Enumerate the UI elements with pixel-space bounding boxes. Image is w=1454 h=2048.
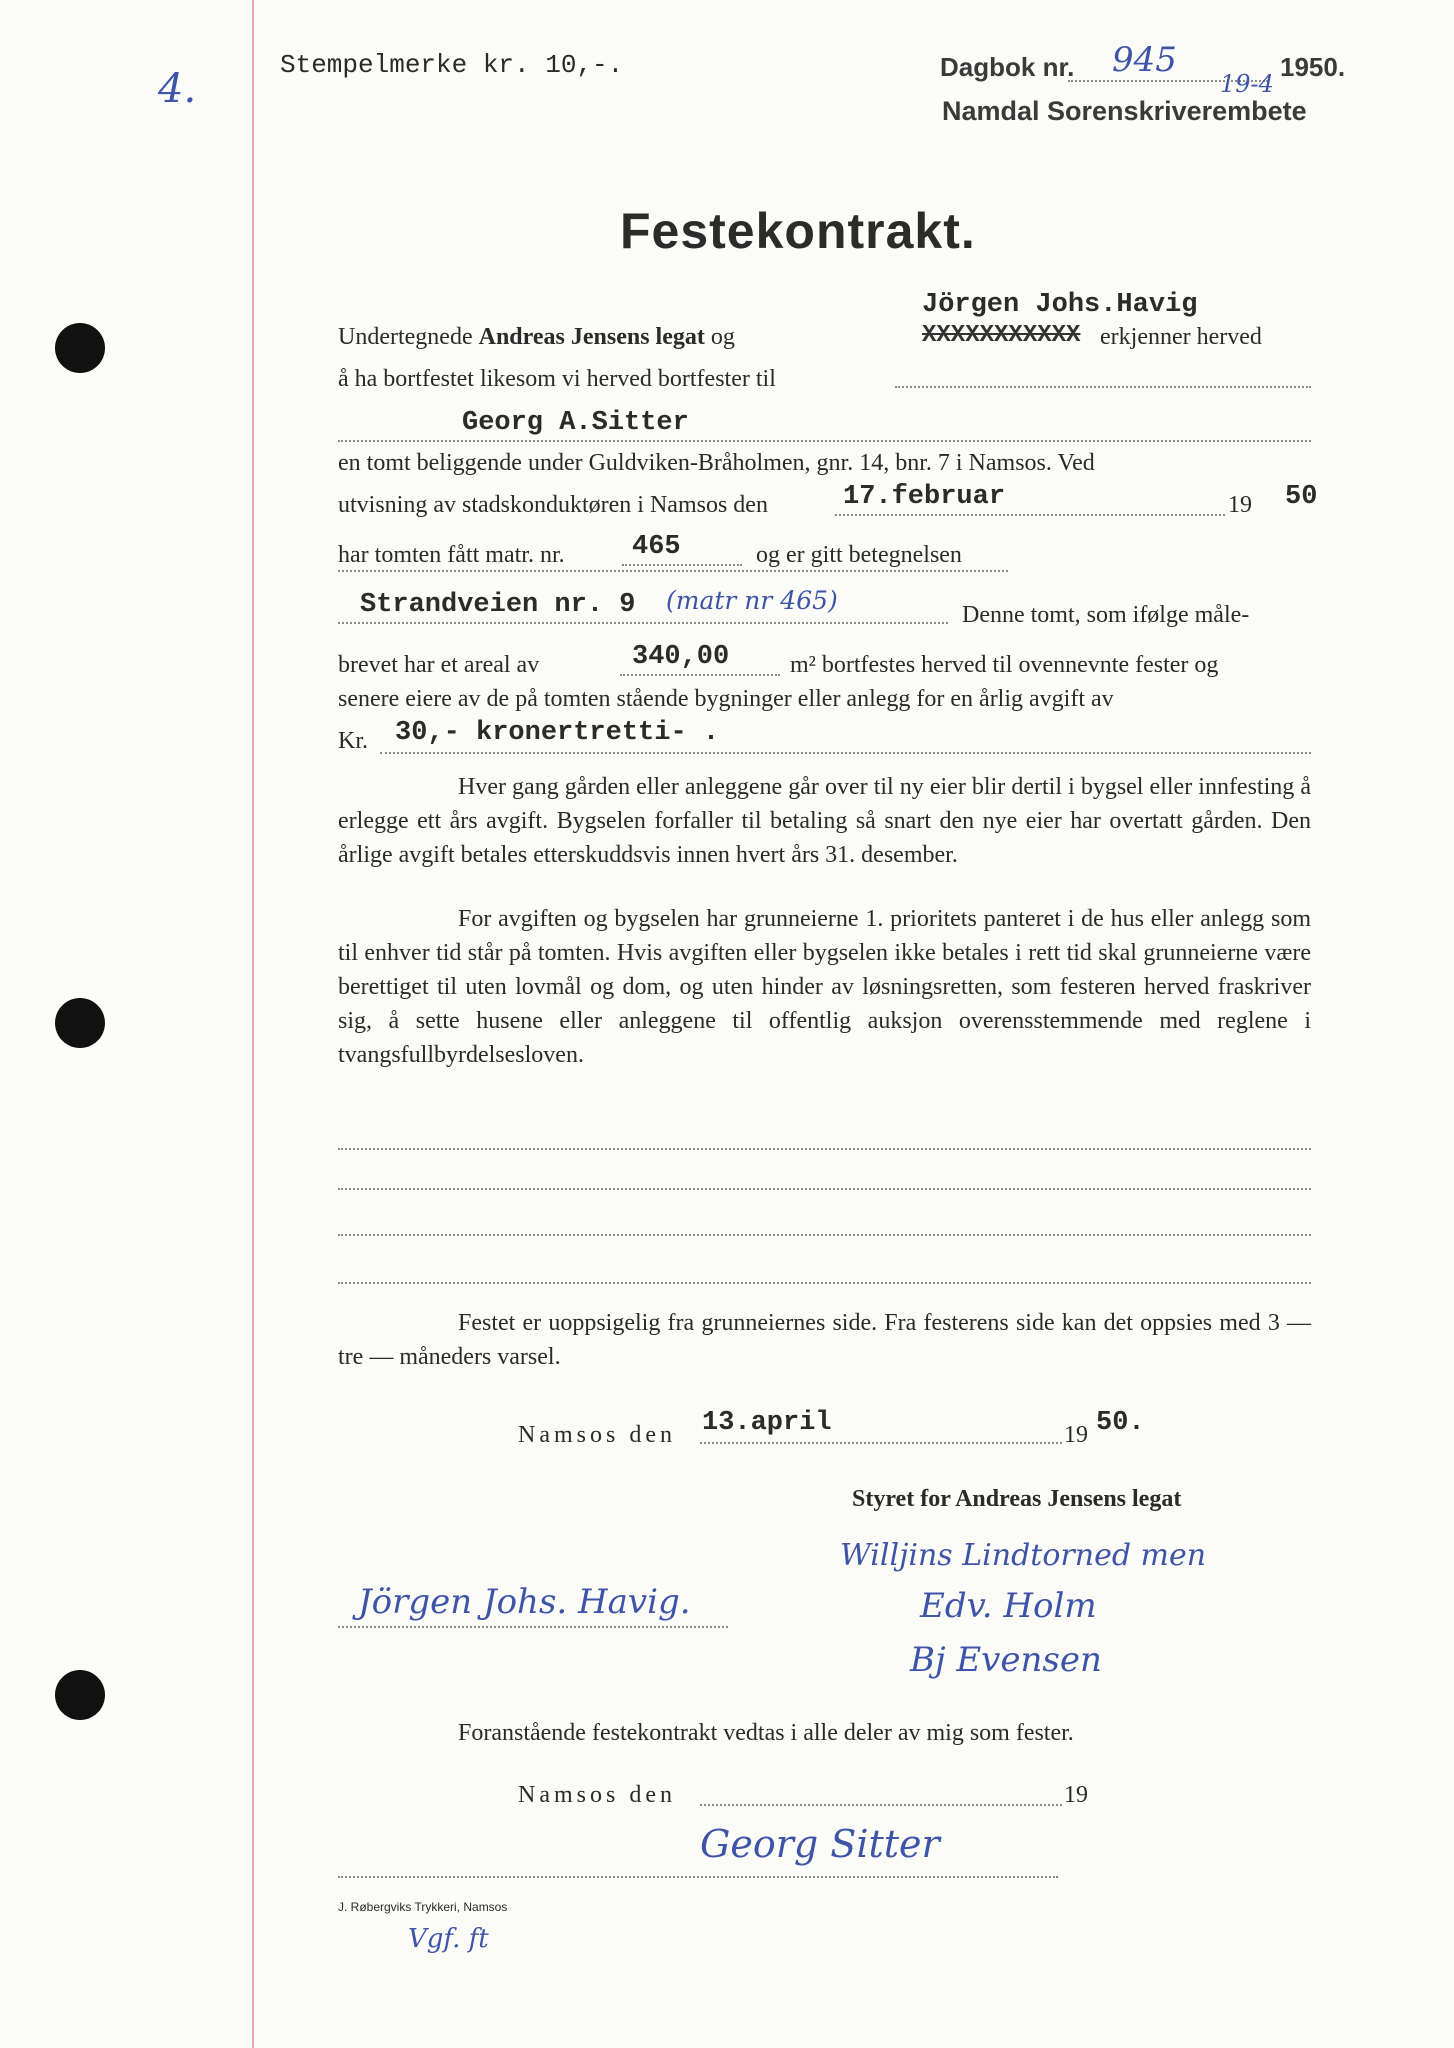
punch-hole <box>55 1670 105 1720</box>
signature-sitter: Georg Sitter <box>700 1822 940 1866</box>
co-owner-name: Jörgen Johs.Havig <box>922 290 1198 320</box>
paragraph-transfer: Hver gang gården eller anleggene går over til ny eier blir dertil i bygsel eller innfesting å erlegge ett års avgift. Bygselen forfaller til betaling så snart den nye eier har overtatt gården. Den årlige avgift betales etterskuddsvis innen hvert års 31. desember. <box>338 774 1311 868</box>
intro-suffix: erkjenner herved <box>1100 324 1262 350</box>
fee-value: 30,- kronertretti- . <box>395 718 720 748</box>
stamp-duty-note: Stempelmerke kr. 10,-. <box>280 50 624 80</box>
signing-year: 50. <box>1096 1408 1145 1438</box>
registry-label: Dagbok nr. <box>940 52 1075 82</box>
legacy-name: Andreas Jensens legat <box>478 324 705 350</box>
board-label: Styret for Andreas Jensens legat <box>852 1486 1182 1512</box>
acceptance-place: Namsos den <box>518 1782 676 1808</box>
area-value: 340,00 <box>632 642 730 672</box>
intro-line-2: å ha bortfestet likesom vi herved bortfester til <box>338 366 776 392</box>
intro-line-1 <box>338 320 735 354</box>
designation-typed: Strandveien nr. 9 <box>360 590 636 620</box>
fill-line <box>620 674 780 676</box>
designation-suffix: Denne tomt, som ifølge måle- <box>962 602 1250 628</box>
fill-line <box>338 440 1311 442</box>
signature-board-3: Bj Evensen <box>910 1640 1102 1680</box>
document-title: Festekontrakt. <box>620 203 976 259</box>
matr-prefix: har tomten fått matr. nr. <box>338 542 565 568</box>
blank-line <box>338 1282 1311 1284</box>
signing-date: 13.april <box>702 1408 832 1438</box>
property-line-2: utvisning av stadskonduktøren i Namsos den <box>338 492 768 518</box>
intro-prefix: Undertegnede <box>338 324 473 350</box>
fill-line <box>338 622 948 624</box>
struck-text: XXXXXXXXXXX <box>922 322 1081 349</box>
survey-year: 50 <box>1285 482 1318 512</box>
matr-number: 465 <box>632 532 681 562</box>
registry-office: Namdal Sorenskriverembete <box>942 96 1307 126</box>
signing-place: Namsos den <box>518 1422 676 1448</box>
clerk-initials: Vgf. ft <box>408 1924 489 1954</box>
intro-og: og <box>710 324 735 350</box>
margin-mark: 4. <box>158 66 197 112</box>
survey-century: 19 <box>1228 492 1252 518</box>
printer-imprint: J. Røbergviks Trykkeri, Namsos <box>338 1900 508 1914</box>
survey-date: 17.februar <box>843 482 1006 512</box>
property-line-1: en tomt beliggende under Guldviken-Bråholmen, gnr. 14, bnr. 7 i Namsos. Ved <box>338 450 1095 476</box>
blank-line <box>338 1148 1311 1150</box>
registry-number: 945 <box>1112 40 1177 80</box>
signature-board-1: Willjins Lindtorned men <box>840 1538 1207 1573</box>
blank-line <box>338 1234 1311 1236</box>
paragraph-termination: Festet er uoppsigelig fra grunneiernes side. Fra festerens side kan det oppsies med 3 — tre — måneders varsel. <box>338 1310 1311 1370</box>
signature-line <box>338 1626 728 1628</box>
fill-line <box>895 386 1311 388</box>
signature-board-2: Edv. Holm <box>920 1586 1097 1626</box>
area-prefix: brevet har et areal av <box>338 652 540 678</box>
fee-prefix: Kr. <box>338 728 368 754</box>
area-suffix: m² bortfestes herved til ovennevnte fester og <box>790 652 1219 678</box>
punch-hole <box>55 323 105 373</box>
signature-line <box>338 1876 1058 1878</box>
registry-date: 19-4 <box>1220 70 1274 98</box>
margin-rule <box>252 0 254 2048</box>
acceptance-text: Foranstående festekontrakt vedtas i alle deler av mig som fester. <box>458 1720 1074 1746</box>
signature-havig: Jörgen Johs. Havig. <box>358 1582 691 1622</box>
fill-line <box>380 752 1311 754</box>
fill-line <box>700 1804 1062 1806</box>
paragraph-lien: For avgiften og bygselen har grunneierne 1. prioritets panteret i de hus eller anlegg som til enhver tid står på tomten. Hvis avgiften eller bygselen ikke betales i rett tid skal grunneierne være berettiget til uten lovmål og dom, og uten hinder av løsningsretten, som festeren herved fraskriver sig, å sette husene eller anleggene til offentlig auksjon overensstemmende med reglene i tvangsfullbyrdelsesloven. <box>338 906 1311 1068</box>
acceptance-century: 19 <box>1064 1782 1088 1808</box>
punch-hole <box>55 998 105 1048</box>
fill-line <box>338 570 1008 572</box>
owners-line: senere eiere av de på tomten stående bygninger eller anlegg for en årlig avgift av <box>338 686 1114 712</box>
fill-line <box>622 564 742 566</box>
fill-line <box>835 514 1225 516</box>
fill-line <box>700 1442 1062 1444</box>
signing-century: 19 <box>1064 1422 1088 1448</box>
lessee-name: Georg A.Sitter <box>462 408 689 438</box>
matr-suffix: og er gitt betegnelsen <box>756 542 962 568</box>
registry-year: 1950. <box>1280 52 1346 82</box>
blank-line <box>338 1188 1311 1190</box>
designation-handwritten: (matr nr 465) <box>666 586 838 615</box>
